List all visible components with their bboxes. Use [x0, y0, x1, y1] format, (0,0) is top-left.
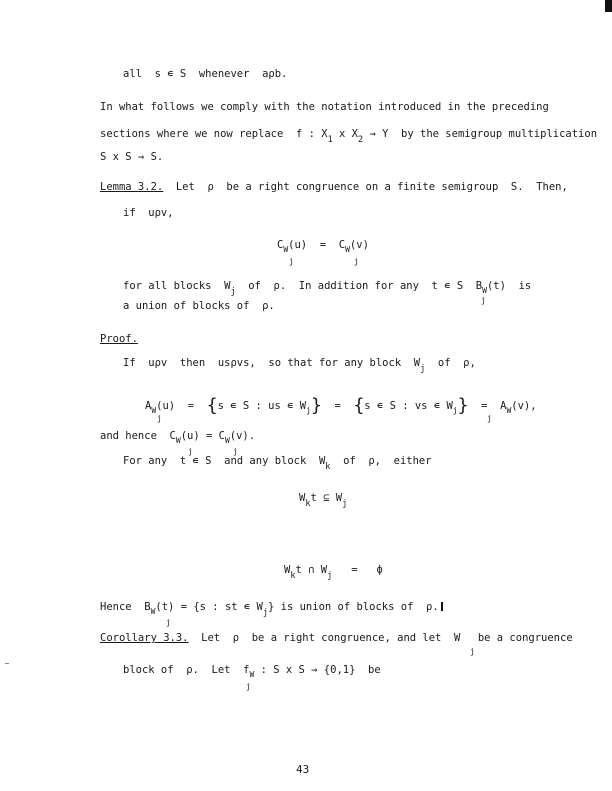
qed-mark	[441, 602, 443, 611]
text-line: sections where we now replace f : $X_1$ x $X_2 \to Y$ by the semigroup multiplication	[100, 128, 598, 145]
equation: $A_W(u) = \{s$ ∊ S : us ∊ $W_j\} = \{s$ ∊ S : vs ∊ $W_j\} = A_W(v)$,	[145, 395, 537, 416]
subscript: j	[487, 414, 492, 423]
text-line: S x S → S.	[100, 151, 164, 163]
lemma-heading: Lemma 3.2. Let ρ be a right congruence on a finite semigroup S. Then,	[100, 181, 568, 193]
page-number: 43	[296, 763, 310, 776]
text-line: for all blocks $W_j$ of ρ. In addition for any t ∊ S $B_W(t)$ is	[123, 280, 532, 297]
proof-label: Proof.	[100, 333, 138, 345]
subscript: j	[157, 414, 162, 423]
text-line: In what follows we comply with the notation introduced in the preceding	[100, 101, 549, 113]
subscript: j	[188, 447, 193, 456]
scan-corner-mark	[605, 0, 612, 12]
corollary-heading: Corollary 3.3. Let ρ be a right congruence, and let W be a congruence	[100, 632, 573, 644]
text-line: block of ρ. Let $f_W$ : S x S → {0,1} be	[123, 664, 381, 679]
margin-mark	[5, 663, 9, 664]
text-line: all s ∊ S whenever aρb.	[123, 68, 288, 80]
subscript: j	[233, 447, 238, 456]
text-line: Hence $B_W(t) = \{s$ : st ∊ $W_j$} is union of blocks of ρ.	[100, 601, 443, 615]
text-line: For any t ∊ S and any block $W_k$ of ρ, either	[123, 455, 432, 472]
equation: $C_W(u) = C_W(v)$	[277, 239, 369, 254]
corollary-label: Corollary 3.3.	[100, 632, 189, 644]
equation: $W_kt$ ⊆ $W_j$	[299, 492, 348, 509]
text-line: if uρv,	[123, 207, 174, 219]
text-line: If uρv then usρvs, so that for any block $W_j$ of ρ,	[123, 357, 476, 374]
subscript: j	[166, 618, 171, 627]
text-line: and hence $C_W(u) = C_W(v)$.	[100, 430, 256, 445]
subscript: j	[470, 647, 475, 656]
subscript: j	[289, 257, 294, 266]
subscript: j	[481, 296, 486, 305]
equation: $W_kt$ ∩ $W_j$ = ϕ	[284, 564, 383, 581]
subscript: j	[246, 682, 251, 691]
subscript: j	[354, 257, 359, 266]
lemma-label: Lemma 3.2.	[100, 181, 164, 193]
text-line: a union of blocks of ρ.	[123, 300, 275, 312]
